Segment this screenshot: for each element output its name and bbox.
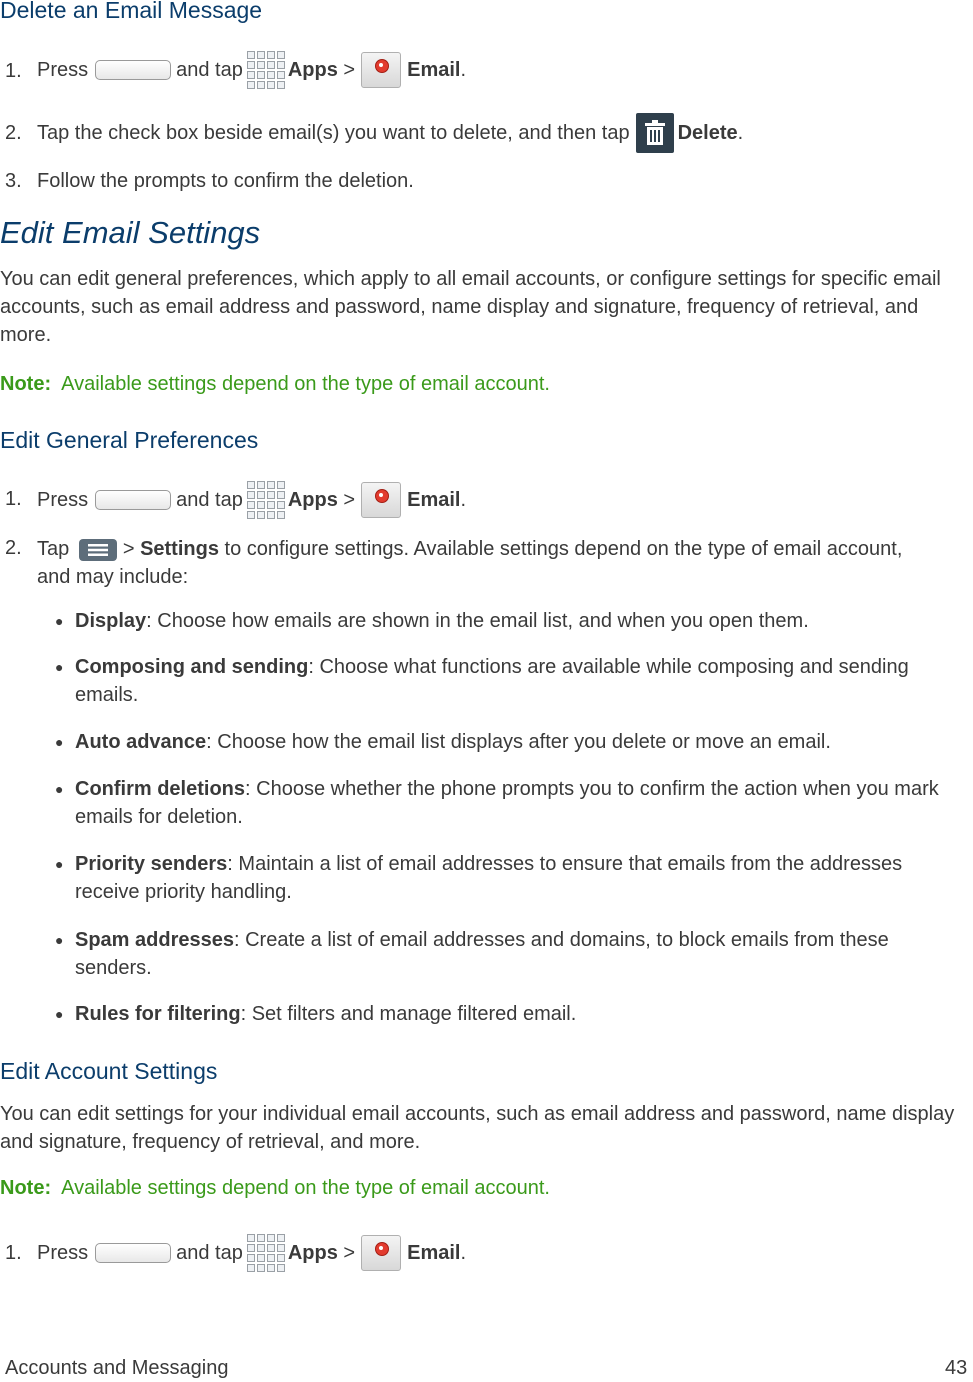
note-label: Note:	[0, 373, 52, 395]
intro-paragraph: You can edit general preferences, which apply to all email accounts, or configure settings for specific email accounts, such as email address and password, name display and signature, frequency of retrieval, and more.	[0, 268, 941, 346]
list-item	[75, 728, 955, 756]
bullet-text: : Choose what functions are available while composing and sending emails.	[75, 656, 909, 706]
step-text: Press	[37, 488, 89, 511]
general-step-1	[37, 480, 466, 520]
step-text: Press	[37, 1241, 89, 1264]
delete-step-1	[37, 50, 466, 90]
bullet-text: : Maintain a list of email addresses to ensure that emails from the addresses receive priority handling.	[75, 853, 903, 903]
subsection-heading-account: Edit Account Settings	[0, 1058, 218, 1084]
bullet-icon: ●	[55, 1006, 64, 1022]
account-step-1	[37, 1233, 466, 1273]
email-app-icon	[361, 52, 401, 88]
bullet-term: Rules for filtering	[75, 1003, 241, 1025]
settings-label: Settings	[140, 538, 219, 560]
email-app-icon	[361, 1235, 401, 1271]
home-key-icon	[95, 1243, 171, 1263]
bullet-text: : Create a list of email addresses and domains, to block emails from these senders.	[75, 929, 889, 979]
apps-grid-icon	[247, 1234, 285, 1272]
period: .	[460, 1241, 467, 1264]
list-item	[75, 775, 955, 831]
bullet-text: : Choose how the email list displays after you delete or move an email.	[206, 731, 831, 753]
list-item	[75, 926, 970, 982]
bullet-term: Confirm deletions	[75, 778, 246, 800]
email-label: Email	[407, 58, 461, 81]
page-number: 43	[945, 1357, 968, 1379]
step-text: and tap	[176, 488, 243, 511]
step-text: Tap	[37, 538, 70, 560]
step-number: 2.	[5, 537, 22, 559]
note	[0, 373, 550, 396]
menu-key-icon	[79, 539, 117, 561]
note	[0, 1177, 550, 1200]
bullet-text: : Set filters and manage filtered email.	[240, 1003, 577, 1025]
bullet-icon: ●	[55, 613, 64, 629]
step-number: 2.	[5, 122, 22, 144]
period: .	[737, 121, 744, 144]
separator: >	[343, 488, 356, 511]
bullet-icon: ●	[55, 659, 64, 675]
step-text: and tap	[176, 58, 243, 81]
step-text: Tap the check box beside email(s) you want to delete, and then tap	[37, 121, 630, 144]
bullet-icon: ●	[55, 734, 64, 750]
delete-step-2	[37, 112, 743, 154]
step-text: to configure settings. Available settings depend on the type of email account, and may include:	[37, 538, 903, 588]
note-text: Available settings depend on the type of email account.	[61, 373, 550, 395]
bullet-term: Display	[75, 610, 147, 632]
home-key-icon	[95, 60, 171, 80]
subsection-heading-general: Edit General Preferences	[0, 427, 259, 453]
step-text: Press	[37, 58, 89, 81]
step-number: 1.	[5, 60, 22, 82]
note-label: Note:	[0, 1177, 52, 1199]
list-item	[75, 607, 955, 635]
apps-label: Apps	[287, 488, 338, 511]
trash-icon	[636, 113, 674, 153]
bullet-text: : Choose how emails are shown in the email list, and when you open them.	[146, 610, 809, 632]
list-item	[75, 1000, 955, 1028]
period: .	[460, 58, 467, 81]
bullet-icon: ●	[55, 856, 64, 872]
step-number: 1.	[5, 1242, 22, 1264]
period: .	[460, 488, 467, 511]
step-number: 1.	[5, 488, 22, 510]
bullet-icon: ●	[55, 932, 64, 948]
section-heading-delete: Delete an Email Message	[0, 0, 263, 23]
separator: >	[343, 1241, 356, 1264]
bullet-text: : Choose whether the phone prompts you to confirm the action when you mark emails for deletion.	[75, 778, 939, 828]
step-number: 3.	[5, 170, 22, 192]
section-heading-edit-email-settings: Edit Email Settings	[0, 215, 261, 250]
email-label: Email	[407, 1241, 461, 1264]
list-item	[75, 653, 945, 709]
email-app-icon	[361, 482, 401, 518]
general-step-2	[37, 535, 917, 591]
home-key-icon	[95, 490, 171, 510]
separator: >	[122, 538, 135, 560]
bullet-term: Priority senders	[75, 853, 228, 875]
list-item	[75, 850, 905, 906]
account-intro-paragraph: You can edit settings for your individual email accounts, such as email address and password, name display and signature, frequency of retrieval, and more.	[0, 1103, 955, 1153]
apps-label: Apps	[287, 1241, 338, 1264]
footer-section-title: Accounts and Messaging	[5, 1357, 229, 1379]
delete-step-3	[37, 170, 414, 193]
bullet-icon: ●	[55, 781, 64, 797]
apps-grid-icon	[247, 51, 285, 89]
email-label: Email	[407, 488, 461, 511]
step-text: Follow the prompts to confirm the deletion.	[37, 170, 414, 192]
bullet-term: Spam addresses	[75, 929, 234, 951]
bullet-term: Composing and sending	[75, 656, 309, 678]
bullet-term: Auto advance	[75, 731, 207, 753]
delete-label: Delete	[677, 121, 738, 144]
step-text: and tap	[176, 1241, 243, 1264]
note-text: Available settings depend on the type of email account.	[61, 1177, 550, 1199]
separator: >	[343, 58, 356, 81]
apps-label: Apps	[287, 58, 338, 81]
apps-grid-icon	[247, 481, 285, 519]
